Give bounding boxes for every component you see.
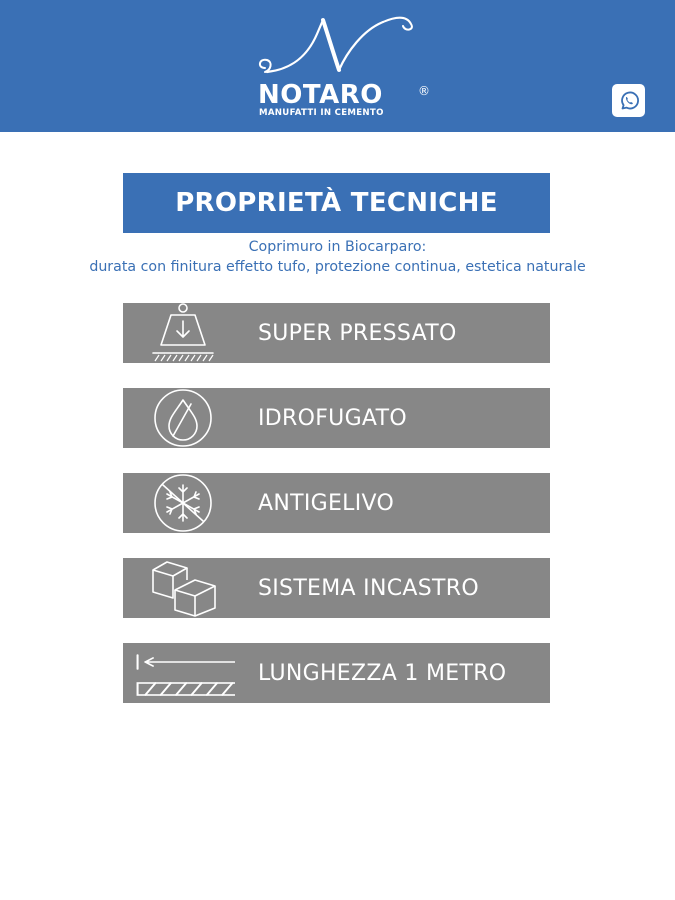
feature-lunghezza-1-metro: [123, 643, 550, 703]
section-subtitle: [0, 237, 675, 277]
interlocking-blocks-icon: [145, 558, 223, 618]
feature-sistema-incastro: [123, 558, 550, 618]
snowflake-slash-icon: [145, 473, 223, 533]
site-header: [0, 0, 675, 132]
registered-mark: ®: [418, 84, 430, 98]
length-measure-icon: [135, 643, 235, 703]
feature-label: SUPER PRESSATO: [258, 321, 457, 346]
brand-logo[interactable]: [255, 12, 445, 122]
feature-label: ANTIGELIVO: [258, 491, 395, 516]
feature-label: LUNGHEZZA 1 METRO: [258, 661, 507, 686]
feature-super-pressato: [123, 303, 550, 363]
feature-label: SISTEMA INCASTRO: [258, 576, 479, 601]
section-title: PROPRIETÀ TECNICHE: [123, 173, 550, 233]
whatsapp-icon: [618, 90, 640, 112]
feature-idrofugato: [123, 388, 550, 448]
water-drop-slash-icon: [145, 388, 223, 448]
feature-antigelivo: [123, 473, 550, 533]
subtitle-line-1: Coprimuro in Biocarparo:: [248, 239, 427, 255]
brand-name: NOTARO: [258, 80, 383, 110]
brand-tagline: MANUFATTI IN CEMENTO: [259, 108, 384, 118]
whatsapp-button[interactable]: [612, 84, 645, 117]
press-weight-icon: [145, 303, 223, 363]
subtitle-line-2: durata con finitura effetto tufo, protezione continua, estetica naturale: [89, 259, 586, 275]
feature-label: IDROFUGATO: [258, 406, 407, 431]
logo-monogram-icon: [255, 12, 445, 84]
